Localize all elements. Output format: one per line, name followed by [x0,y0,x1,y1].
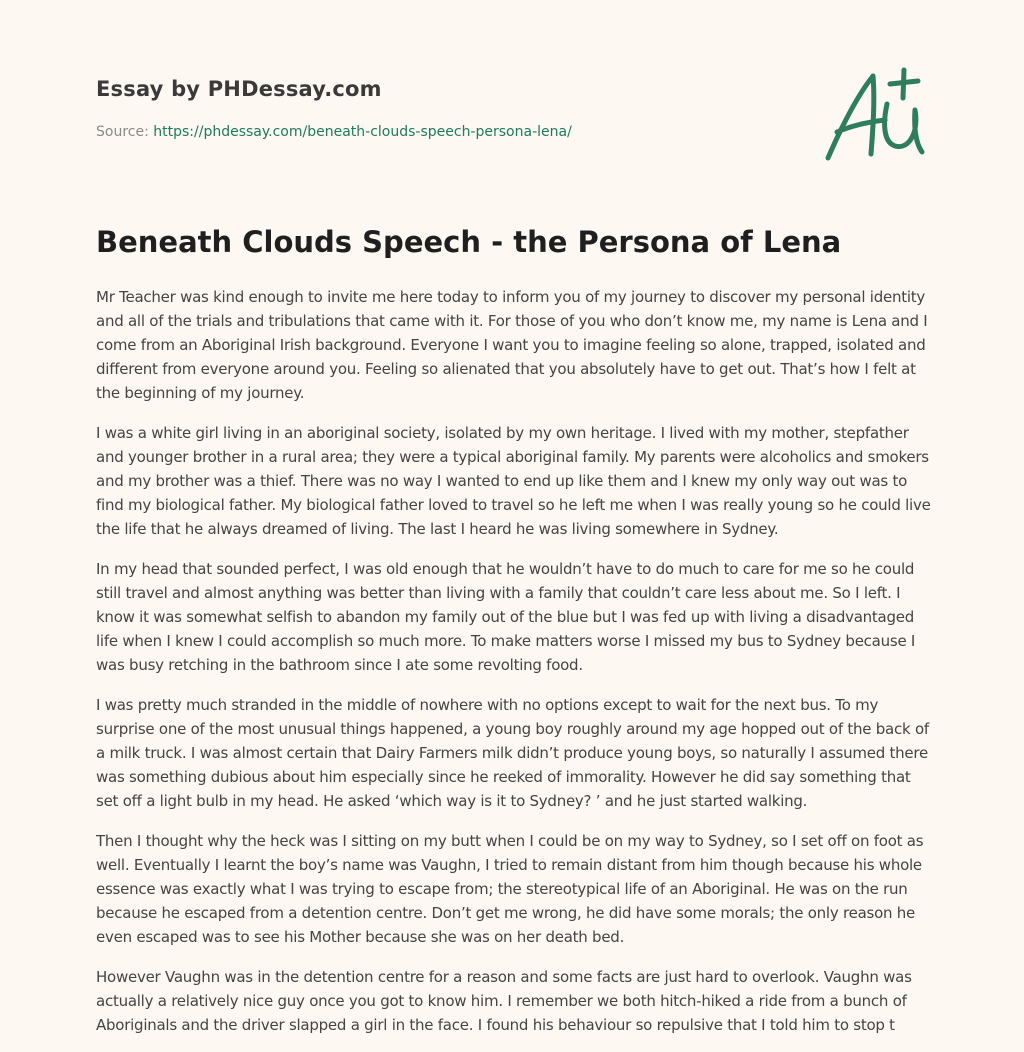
essay-body [96,285,932,1052]
a-plus-logo-icon [821,66,931,166]
essay-paragraph: Mr Teacher was kind enough to invite me here today to inform you of my journey to discover my personal identity and all of the trials and tribulations that came with it. For those of you who don’t know me, my name is Lena and I come from an Aboriginal Irish background. Everyone I want you to imagine feeling so alone, trapped, isolated and different from everyone around you. Feeling so alienated that you absolutely have to get out. That’s how I felt at the beginning of my journey. [96,288,928,402]
site-brand: Essay by PHDessay.com [96,77,382,101]
source-line [96,124,572,140]
source-link[interactable]: https://phdessay.com/beneath-clouds-speech-persona-lena/ [153,124,572,140]
essay-paragraph: I was pretty much stranded in the middle of nowhere with no options except to wait for the next bus. To my surprise one of the most unusual things happened, a young boy roughly around my age hopped out of the back of a milk truck. I was almost certain that Dairy Farmers milk didn’t produce young boys, so naturally I assumed there was something dubious about him especially since he reeked of immorality. However he did say something that set off a light bulb in my head. He asked ‘which way is it to Sydney? ’ and he just started walking. [96,696,929,810]
essay-title: Beneath Clouds Speech - the Persona of Lena [96,225,842,259]
essay-paragraph: Then I thought why the heck was I sitting on my butt when I could be on my way to Sydney, so I set off on foot as well. Eventually I learnt the boy’s name was Vaughn, I tried to remain distant from him though because his whole essence was exactly what I was trying to escape from; the stereotypical life of an Aboriginal. He was on the run because he escaped from a detention centre. Don’t get me wrong, he did have some morals; the only reason he even escaped was to see his Mother because she was on her death bed. [96,832,924,946]
essay-paragraph: However Vaughn was in the detention centre for a reason and some facts are just hard to overlook. Vaughn was actually a relatively nice guy once you got to know him. I remember we both hitch-hiked a ride from a bunch of Aboriginals and the driver slapped a girl in the face. I found his behaviour so repulsive that I told him to stop t [96,968,912,1034]
essay-paragraph: I was a white girl living in an aboriginal society, isolated by my own heritage. I lived with my mother, stepfather and younger brother in a rural area; they were a typical aboriginal family. My parents were alcoholics and smokers and my brother was a thief. There was no way I wanted to end up like them and I knew my only way out was to find my biological father. My biological father loved to travel so he left me when I was really young so he could live the life that he always dreamed of living. The last I heard he was living somewhere in Sydney. [96,424,931,538]
essay-paragraph: In my head that sounded perfect, I was old enough that he wouldn’t have to do much to care for me so he could still travel and almost anything was better than living with a family that couldn’t care less about me. So I left. I know it was somewhat selfish to abandon my family out of the blue but I was fed up with living a disadvantaged life when I knew I could accomplish so much more. To make matters worse I missed my bus to Sydney because I was busy retching in the bathroom since I ate some revolting food. [96,560,916,674]
source-label: Source: [96,124,154,140]
